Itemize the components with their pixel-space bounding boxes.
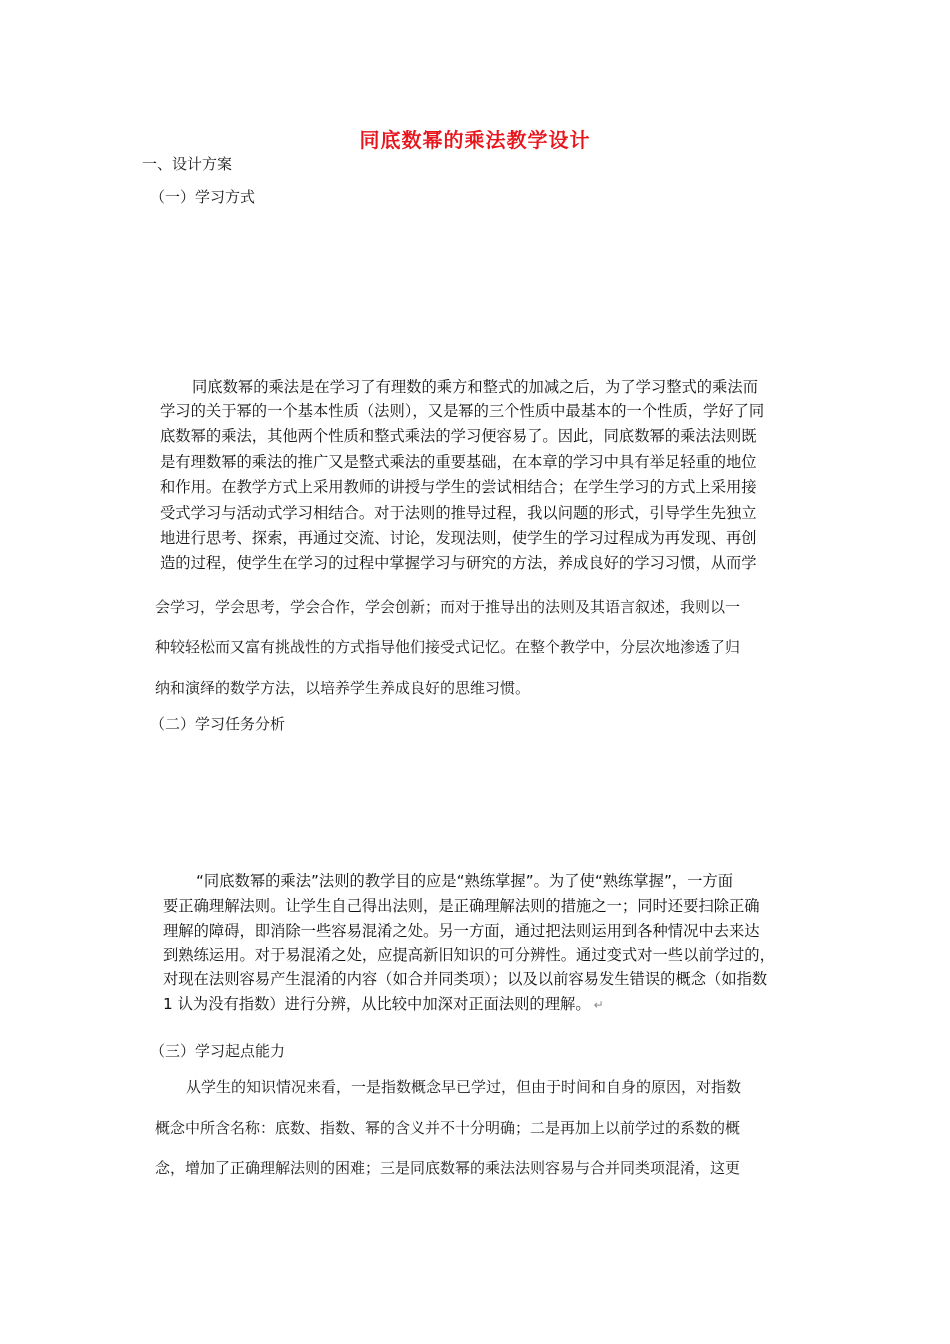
heading-starting-ability: （三）学习起点能力 — [150, 1042, 286, 1060]
s2-image-line: 对现在法则容易产生混淆的内容（如合并同类项）；以及以前容易发生错误的概念（如指数 — [163, 970, 768, 988]
heading-learning-method: （一）学习方式 — [150, 188, 256, 206]
document-title: 同底数幂的乘法教学设计 — [359, 128, 591, 152]
s3-text-line: 念，增加了正确理解法则的困难；三是同底数幂的乘法法则容易与合并同类项混淆，这更 — [155, 1159, 741, 1177]
s2-image-line: 1 认为没有指数）进行分辨，从比较中加深对正面法则的理解。 ↵ — [163, 995, 604, 1013]
s2-image-line: 要正确理解法则。让学生自己得出法则，是正确理解法则的措施之一；同时还要扫除正确 — [163, 897, 760, 915]
s1-image-line: 造的过程，使学生在学习的过程中掌握学习与研究的方法，养成良好的学习习惯，从而学 — [160, 554, 757, 572]
s3-text-line: 从学生的知识情况来看，一是指数概念早已学过，但由于时间和自身的原因，对指数 — [186, 1078, 742, 1096]
s3-text-line: 概念中所含名称：底数、指数、幂的含义并不十分明确；二是再加上以前学过的系数的概 — [155, 1119, 741, 1137]
heading-task-analysis: （二）学习任务分析 — [150, 715, 286, 733]
s1-image-line: 和作用。在教学方式上采用教师的讲授与学生的尝试相结合；在学生学习的方式上采用接 — [160, 478, 757, 496]
s1-image-line: 受式学习与活动式学习相结合。对于法则的推导过程，我以问题的形式，引导学生先独立 — [160, 504, 757, 522]
s2-image-line: “同底数幂的乘法”法则的教学目的应是“熟练掌握”。为了使“熟练掌握”，一方面 — [196, 872, 734, 890]
s1-image-line: 同底数幂的乘法是在学习了有理数的乘方和整式的加减之后，为了学习整式的乘法而 — [192, 378, 758, 396]
s1-image-line: 地进行思考、探索，再通过交流、讨论，发现法则，使学生的学习过程成为再发现、再创 — [160, 529, 757, 547]
s2-image-line: 到熟练运用。对于易混淆之处，应提高新旧知识的可分辨性。通过变式对一些以前学过的， — [163, 946, 775, 964]
s1-image-line: 学习的关于幂的一个基本性质（法则），又是幂的三个性质中最基本的一个性质，学好了同 — [160, 402, 765, 420]
s1-text-line: 会学习，学会思考，学会合作，学会创新；而对于推导出的法则及其语言叙述，我则以一 — [155, 598, 741, 616]
s1-image-line: 是有理数幂的乘法的推广又是整式乘法的重要基础，在本章的学习中具有举足轻重的地位 — [160, 453, 757, 471]
s1-text-line: 纳和演绎的数学方法，以培养学生养成良好的思维习惯。 — [155, 679, 531, 697]
s1-text-line: 种较轻松而又富有挑战性的方式指导他们接受式记忆。在整个教学中，分层次地渗透了归 — [155, 638, 741, 656]
s1-image-line: 底数幂的乘法，其他两个性质和整式乘法的学习便容易了。因此，同底数幂的乘法法则既 — [160, 427, 757, 445]
heading-design-plan: 一、设计方案 — [142, 155, 233, 173]
paragraph-mark: ↵ — [593, 998, 604, 1012]
s2-image-line: 理解的障碍，即消除一些容易混淆之处。另一方面，通过把法则运用到各种情况中去来达 — [163, 922, 760, 940]
